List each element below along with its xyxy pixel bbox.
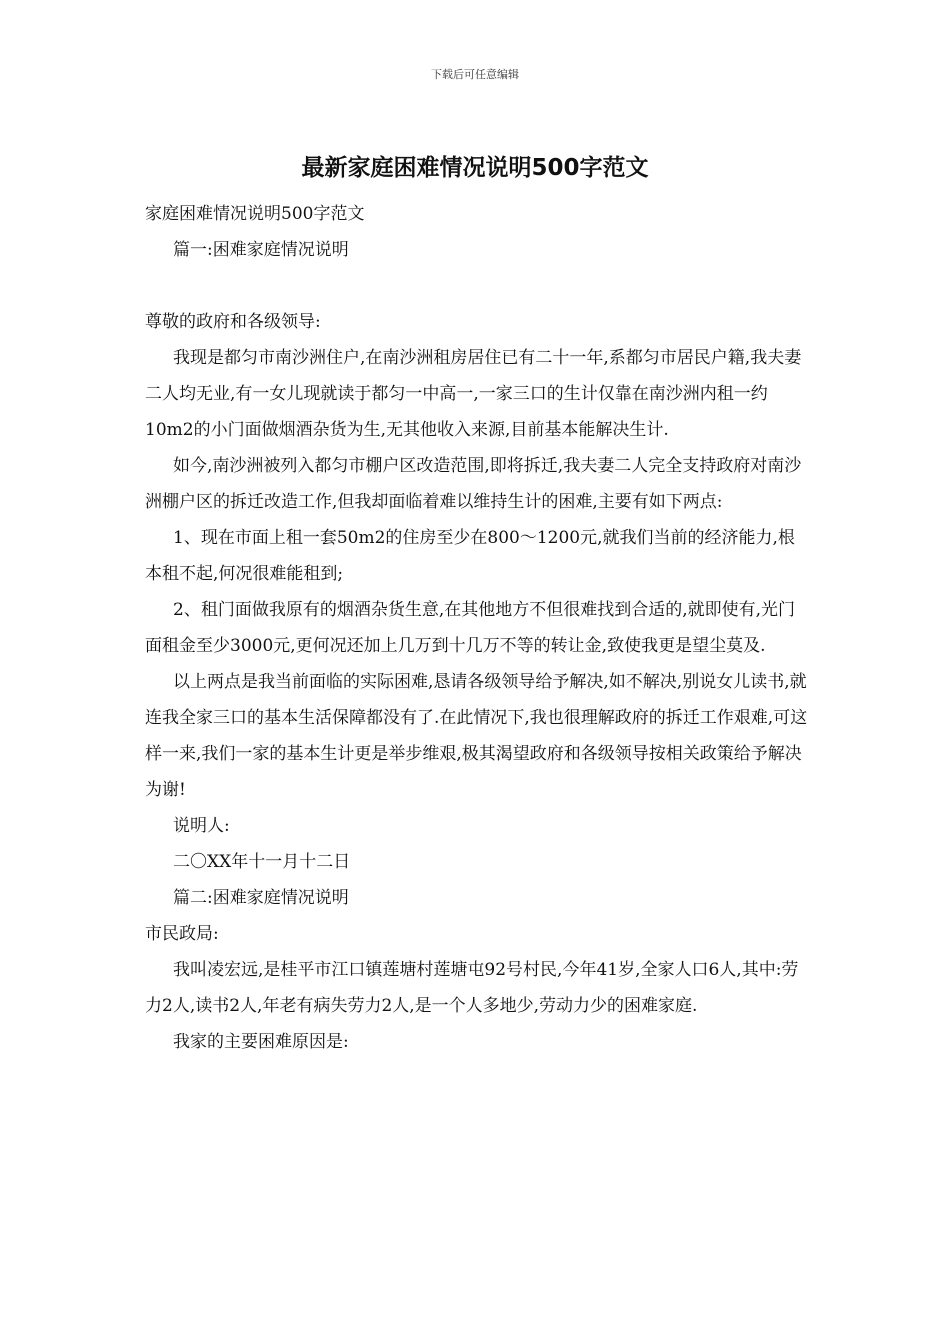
blank-line — [145, 268, 809, 304]
section1-heading: 篇一:困难家庭情况说明 — [173, 240, 349, 260]
header-note: 下载后可任意编辑 — [431, 68, 519, 81]
section2-heading: 篇二:困难家庭情况说明 — [173, 888, 349, 908]
section1-point: 1、现在市面上租一套50m2的住房至少在800～1200元,就我们当前的经济能力,根本租不起,何况很难能租到; — [145, 528, 795, 584]
subtitle: 家庭困难情况说明500字范文 — [145, 204, 365, 224]
section1-signer: 说明人: — [173, 816, 230, 836]
section1-date: 二〇XX年十一月十二日 — [173, 852, 351, 872]
section1-point: 2、租门面做我原有的烟酒杂货生意,在其他地方不但很难找到合适的,就即使有,光门面租金至少3000元,更何况还加上几万到十几万不等的转让金,致使我更是望尘莫及. — [145, 600, 796, 656]
section2-paragraph: 我家的主要困难原因是: — [173, 1032, 349, 1052]
document-title: 最新家庭困难情况说明500字范文 — [301, 155, 649, 181]
section1-paragraph: 我现是都匀市南沙洲住户,在南沙洲租房居住已有二十一年,系都匀市居民户籍,我夫妻二人均无业,有一女儿现就读于都匀一中高一,一家三口的生计仅靠在南沙洲内租一约10m2的小门面做烟酒杂货为生,无其他收入来源,目前基本能解决生计. — [145, 348, 802, 440]
document-body — [145, 196, 809, 1060]
section2-salutation: 市民政局: — [145, 924, 219, 944]
section1-paragraph: 如今,南沙洲被列入都匀市棚户区改造范围,即将拆迁,我夫妻二人完全支持政府对南沙洲棚户区的拆迁改造工作,但我却面临着难以维持生计的困难,主要有如下两点: — [145, 456, 802, 512]
section2-paragraph: 我叫凌宏远,是桂平市江口镇莲塘村莲塘屯92号村民,今年41岁,全家人口6人,其中:劳力2人,读书2人,年老有病失劳力2人,是一个人多地少,劳动力少的困难家庭. — [145, 960, 799, 1016]
section1-salutation: 尊敬的政府和各级领导: — [145, 312, 321, 332]
section1-paragraph: 以上两点是我当前面临的实际困难,恳请各级领导给予解决,如不解决,别说女儿读书,就连我全家三口的基本生活保障都没有了.在此情况下,我也很理解政府的拆迁工作艰难,可这样一来,我们一家的基本生计更是举步维艰,极其渴望政府和各级领导按相关政策给予解决为谢! — [145, 672, 808, 800]
